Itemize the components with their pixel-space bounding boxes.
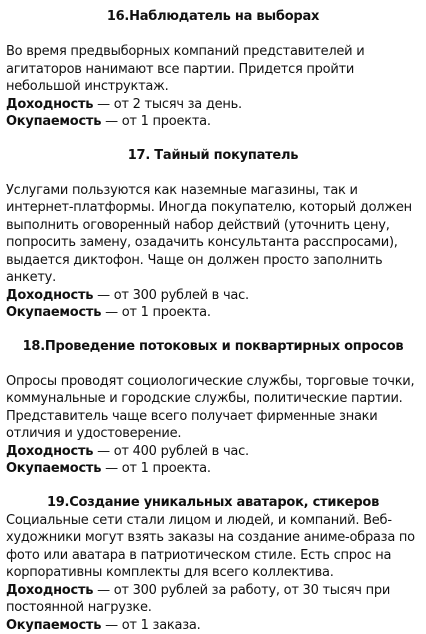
section-18 [6,338,420,478]
income-value: — от 300 рублей за работу, от 30 тысяч при постоянной нагрузке. [6,583,390,616]
section-title: 19.Создание уникальных аватарок, стикеров [6,494,420,512]
payback-label: Окупаемость [6,618,101,633]
payback-value: — от 1 проекта. [101,305,211,320]
income-value: — от 300 рублей в час. [93,288,249,303]
section-title: 18.Проведение потоковых и поквартирных опросов [6,338,420,356]
payback-label: Окупаемость [6,305,101,320]
payback-label: Окупаемость [6,114,101,129]
section-17 [6,147,420,322]
income-label: Доходность [6,583,93,598]
income-value: — от 2 тысяч за день. [93,97,242,112]
income-line [6,96,420,114]
payback-value: — от 1 проекта. [101,461,211,476]
payback-line [6,617,420,634]
income-line [6,443,420,461]
income-line [6,582,420,617]
payback-value: — от 1 заказа. [101,618,200,633]
section-title: 16.Наблюдатель на выборах [6,8,420,26]
section-19 [6,494,420,634]
income-value: — от 400 рублей в час. [93,444,249,459]
payback-line [6,304,420,322]
payback-line [6,460,420,478]
payback-value: — от 1 проекта. [101,114,211,129]
section-description: Услугами пользуются как наземные магазины, так и интернет-платформы. Иногда покупателю, который должен выполнить оговоренный набор действий (уточнить цену, попросить замену, озадачить консультанта расспросами), выдается диктофон. Чаще он должен просто заполнить анкету. [6,182,420,287]
payback-label: Окупаемость [6,461,101,476]
section-description: Опросы проводят социологические службы, торговые точки, коммунальные и городские службы, политические партии. Представитель чаще всего получает фирменные знаки отличия и удостоверение. [6,373,420,443]
section-description: Во время предвыборных компаний представителей и агитаторов нанимают все партии. Придется пройти небольшой инструктаж. [6,43,420,96]
income-label: Доходность [6,444,93,459]
section-title: 17. Тайный покупатель [6,147,420,165]
section-description: Социальные сети стали лицом и людей, и компаний. Веб-художники могут взять заказы на создание аниме-образа по фото или аватара в патриотическом стиле. Есть спрос на корпоративны комплекты для всего коллектива. [6,512,420,582]
income-label: Доходность [6,97,93,112]
section-16 [6,8,420,131]
income-label: Доходность [6,288,93,303]
income-line [6,287,420,305]
payback-line [6,113,420,131]
